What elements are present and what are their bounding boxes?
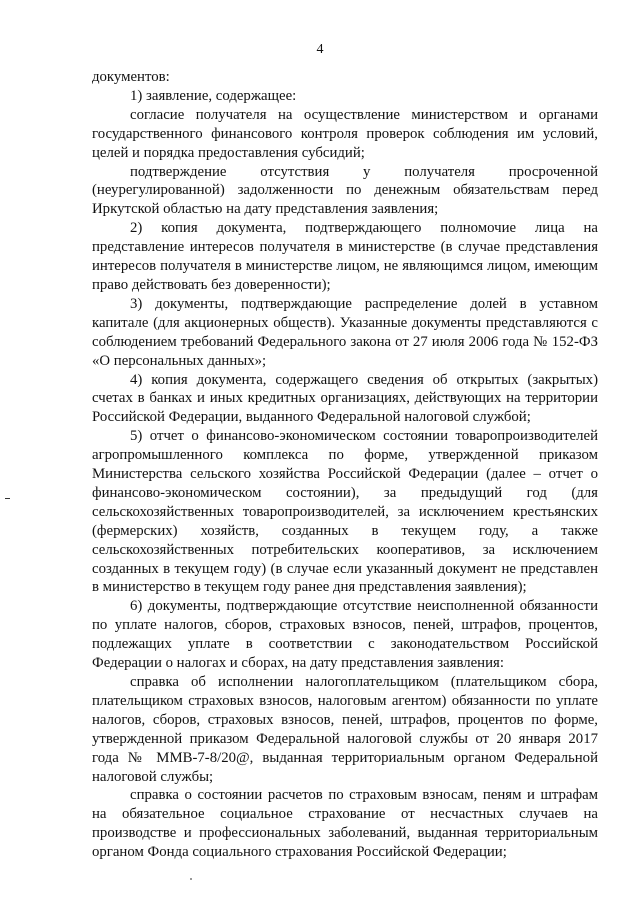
paragraph-item-5: 5) отчет о финансово-экономическом состоянии товаропроизводителей агропромышленного комплекса по форме, утвержденной приказом Министерства сельского хозяйства Российской Федерации (далее – отчет о финансово-экономическом состоянии), за предыдущий год (для сельскохозяйственных товаропроизводителей, за исключением крестьянских (фермерских) хозяйств, созданных в текущем году, а также сельскохозяйственных потребительских кооперативов, за исключением созданных в текущем году) (в случае если указанный документ не представлен в министерство в текущем году ранее дня представления заявления);: [92, 428, 598, 596]
paragraph-item-4: 4) копия документа, содержащего сведения об открытых (закрытых) счетах в банках и иных кредитных организациях, действующих на территории Российской Федерации, выданного Федеральной налоговой службой;: [92, 371, 598, 426]
page-number: 4: [316, 42, 324, 57]
paragraph-item-1: 1) заявление, содержащее:: [130, 87, 297, 104]
scan-dot: [190, 878, 192, 880]
paragraph-item-2: 2) копия документа, подтверждающего полномочие лица на представление интересов получателя в министерстве (в случае представления интересов получателя в министерстве лицом, не являющимся лицом, имеющим право действовать без доверенности);: [92, 220, 598, 293]
paragraph-item-3: 3) документы, подтверждающие распределение долей в уставном капитале (для акционерных обществ). Указанные документы представляются с соблюдением требований Федерального закона от 27 июля 2006 года № 152-ФЗ «О персональных данных»;: [92, 295, 598, 369]
paragraph-consent: согласие получателя на осуществление министерством и органами государственного финансового контроля проверок соблюдения им условий, целей и порядка предоставления субсидий;: [92, 106, 598, 161]
paragraph-documents-heading: документов:: [92, 69, 170, 85]
paragraph-tax-certificate: справка об исполнении налогоплательщиком (плательщиком сбора, плательщиком страховых взносов, налоговым агентом) обязанности по уплате налогов, сборов, страховых взносов, пеней, штрафов, процентов по форме, утвержденной приказом Федеральной налоговой службы от 20 января 2017 года № ММВ-7-8/20@, выданная территориальным органом Федеральной налоговой службы;: [92, 674, 598, 785]
paragraph-insurance-certificate: справка о состоянии расчетов по страховым взносам, пеням и штрафам на обязательное социальное страхование от несчастных случаев на производстве и профессиональных заболеваний, выданная территориальным органом Фонда социального страхования Российской Федерации;: [92, 787, 598, 861]
paragraph-item-6: 6) документы, подтверждающие отсутствие неисполненной обязанности по уплате налогов, сборов, страховых взносов, пеней, штрафов, процентов, подлежащих уплате в соответствии с законодательством Российской Федерации о налогах и сборах, на дату представления заявления:: [92, 598, 598, 672]
document-body: [92, 68, 598, 862]
paragraph-no-debt: подтверждение отсутствия у получателя просроченной (неурегулированной) задолженности по денежным обязательствам перед Иркутской областью на дату представления заявления;: [92, 163, 598, 218]
margin-mark: [5, 498, 10, 499]
